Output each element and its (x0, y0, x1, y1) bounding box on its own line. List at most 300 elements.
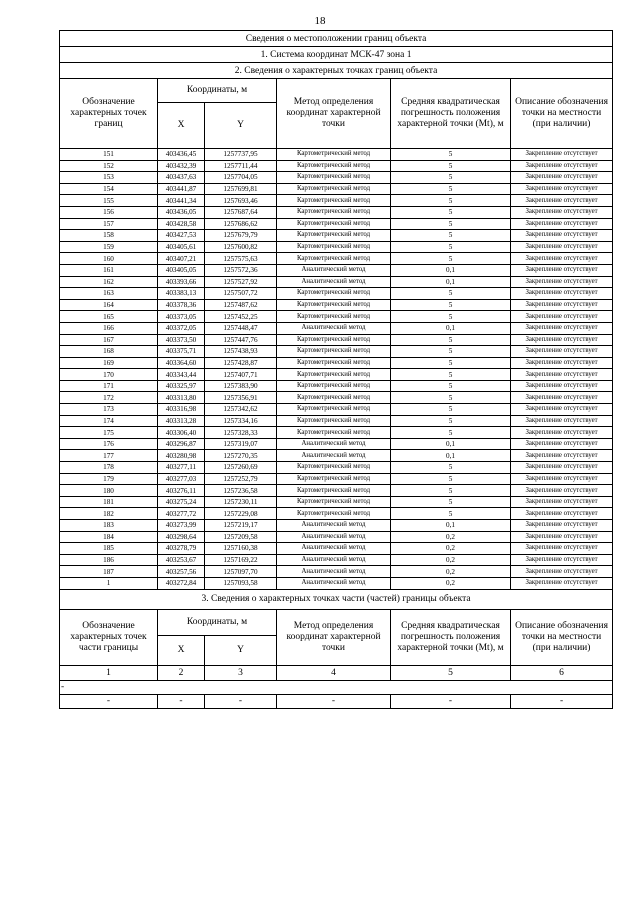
cell-description: Закрепление отсутствует (511, 392, 613, 404)
table-row (60, 299, 613, 311)
table-row (60, 577, 613, 589)
table-row (60, 554, 613, 566)
cell-point-number: 173 (60, 404, 158, 416)
cell-coord-x: 403343,44 (158, 369, 205, 381)
cell-description: Закрепление отсутствует (511, 415, 613, 427)
table-row (60, 264, 613, 276)
cell-coord-y: 1257527,92 (205, 276, 277, 288)
cell-coord-y: 1257704,05 (205, 172, 277, 184)
table-row (60, 357, 613, 369)
cell-error: 0,2 (391, 543, 511, 555)
cell-description: Закрепление отсутствует (511, 230, 613, 242)
table-row (60, 322, 613, 334)
cell-coord-y: 1257679,79 (205, 230, 277, 242)
cell-error: 5 (391, 485, 511, 497)
cell-coord-y: 1257600,82 (205, 241, 277, 253)
cell-coord-x: 403296,87 (158, 438, 205, 450)
cell-error: 0,1 (391, 520, 511, 532)
cell-coord-y: 1257252,79 (205, 473, 277, 485)
cell-error: 5 (391, 496, 511, 508)
cell-description: Закрепление отсутствует (511, 485, 613, 497)
cell-error: 0,1 (391, 322, 511, 334)
cell-coord-y: 1257699,81 (205, 183, 277, 195)
cell-error: 5 (391, 149, 511, 161)
cell-point-number: 153 (60, 172, 158, 184)
cell-point-number: 155 (60, 195, 158, 207)
cell-method: Аналитический метод (277, 520, 391, 532)
cell-point-number: 151 (60, 149, 158, 161)
cell-coord-x: 403436,45 (158, 149, 205, 161)
cell-coord-y: 1257687,64 (205, 206, 277, 218)
cell-coord-x: 403275,24 (158, 496, 205, 508)
cell-point-number: 154 (60, 183, 158, 195)
cell-method: Картометрический метод (277, 183, 391, 195)
table-row (60, 520, 613, 532)
cell-point-number: 167 (60, 334, 158, 346)
cell-method: Картометрический метод (277, 160, 391, 172)
column-number: 6 (511, 665, 613, 680)
column-number: 4 (277, 665, 391, 680)
dash-line: - (60, 680, 613, 694)
cell-description: Закрепление отсутствует (511, 206, 613, 218)
cell-coord-y: 1257407,71 (205, 369, 277, 381)
section-3-title: 3. Сведения о характерных точках части (частей) границы объекта (60, 589, 613, 609)
cell-coord-y: 1257507,72 (205, 288, 277, 300)
cell-description: Закрепление отсутствует (511, 288, 613, 300)
cell-coord-x: 403427,53 (158, 230, 205, 242)
cell-description: Закрепление отсутствует (511, 299, 613, 311)
cell-coord-y: 1257575,63 (205, 253, 277, 265)
cell-description: Закрепление отсутствует (511, 508, 613, 520)
table-row (60, 473, 613, 485)
cell-coord-y: 1257356,91 (205, 392, 277, 404)
cell-coord-x: 403278,79 (158, 543, 205, 555)
header3-x: X (158, 635, 205, 665)
dash-cell: - (60, 694, 158, 708)
table-row (60, 531, 613, 543)
table-row (60, 230, 613, 242)
cell-coord-y: 1257260,69 (205, 462, 277, 474)
cell-method: Картометрический метод (277, 230, 391, 242)
table-row (60, 218, 613, 230)
cell-point-number: 177 (60, 450, 158, 462)
table-row (60, 288, 613, 300)
cell-error: 5 (391, 508, 511, 520)
cell-error: 0,2 (391, 554, 511, 566)
table-row (60, 160, 613, 172)
cell-point-number: 1 (60, 577, 158, 589)
cell-error: 5 (391, 427, 511, 439)
cell-description: Закрепление отсутствует (511, 357, 613, 369)
cell-description: Закрепление отсутствует (511, 195, 613, 207)
header3-description: Описание обозначения точки на местности (при наличии) (511, 609, 613, 665)
table-row (60, 496, 613, 508)
cell-point-number: 178 (60, 462, 158, 474)
cell-error: 0,1 (391, 276, 511, 288)
cell-point-number: 185 (60, 543, 158, 555)
cell-error: 5 (391, 404, 511, 416)
cell-coord-y: 1257342,62 (205, 404, 277, 416)
cell-coord-x: 403306,40 (158, 427, 205, 439)
dash-row (60, 694, 613, 708)
cell-point-number: 175 (60, 427, 158, 439)
cell-description: Закрепление отсутствует (511, 311, 613, 323)
cell-coord-y: 1257693,46 (205, 195, 277, 207)
cell-method: Картометрический метод (277, 334, 391, 346)
header-error: Средняя квадратическая погрешность положения характерной точки (Mt), м (391, 79, 511, 149)
data-rows (60, 149, 613, 590)
cell-error: 5 (391, 253, 511, 265)
cell-error: 5 (391, 230, 511, 242)
cell-method: Картометрический метод (277, 206, 391, 218)
table-row (60, 172, 613, 184)
cell-coord-x: 403364,60 (158, 357, 205, 369)
cell-coord-x: 403405,61 (158, 241, 205, 253)
cell-coord-x: 403277,11 (158, 462, 205, 474)
cell-coord-x: 403437,63 (158, 172, 205, 184)
cell-method: Картометрический метод (277, 427, 391, 439)
cell-point-number: 172 (60, 392, 158, 404)
cell-coord-y: 1257328,33 (205, 427, 277, 439)
cell-coord-y: 1257383,90 (205, 380, 277, 392)
cell-point-number: 160 (60, 253, 158, 265)
cell-coord-y: 1257236,58 (205, 485, 277, 497)
cell-description: Закрепление отсутствует (511, 566, 613, 578)
cell-description: Закрепление отсутствует (511, 450, 613, 462)
cell-method: Картометрический метод (277, 473, 391, 485)
section-2-title: 2. Сведения о характерных точках границ объекта (60, 63, 613, 79)
cell-error: 5 (391, 299, 511, 311)
cell-coord-x: 403253,67 (158, 554, 205, 566)
dash-cell: - (158, 694, 205, 708)
table-row (60, 241, 613, 253)
cell-point-number: 176 (60, 438, 158, 450)
table-row (60, 543, 613, 555)
cell-description: Закрепление отсутствует (511, 183, 613, 195)
cell-error: 5 (391, 288, 511, 300)
cell-point-number: 180 (60, 485, 158, 497)
cell-method: Картометрический метод (277, 485, 391, 497)
boundary-table (59, 30, 613, 709)
cell-coord-x: 403393,66 (158, 276, 205, 288)
table-row (60, 369, 613, 381)
cell-method: Картометрический метод (277, 241, 391, 253)
table-row (60, 276, 613, 288)
cell-method: Картометрический метод (277, 149, 391, 161)
cell-coord-y: 1257448,47 (205, 322, 277, 334)
header-description: Описание обозначения точки на местности (при наличии) (511, 79, 613, 149)
cell-point-number: 156 (60, 206, 158, 218)
dash-cell: - (511, 694, 613, 708)
header-x: X (158, 103, 205, 149)
cell-point-number: 183 (60, 520, 158, 532)
cell-method: Аналитический метод (277, 264, 391, 276)
cell-description: Закрепление отсутствует (511, 462, 613, 474)
cell-description: Закрепление отсутствует (511, 264, 613, 276)
table-row (60, 427, 613, 439)
cell-coord-y: 1257428,87 (205, 357, 277, 369)
cell-method: Картометрический метод (277, 508, 391, 520)
cell-description: Закрепление отсутствует (511, 543, 613, 555)
cell-description: Закрепление отсутствует (511, 322, 613, 334)
cell-coord-x: 403383,13 (158, 288, 205, 300)
cell-error: 5 (391, 183, 511, 195)
table-row (60, 438, 613, 450)
cell-coord-y: 1257097,70 (205, 566, 277, 578)
cell-coord-x: 403441,87 (158, 183, 205, 195)
cell-point-number: 166 (60, 322, 158, 334)
cell-coord-y: 1257169,22 (205, 554, 277, 566)
cell-method: Картометрический метод (277, 253, 391, 265)
cell-coord-y: 1257438,93 (205, 346, 277, 358)
cell-error: 5 (391, 241, 511, 253)
cell-point-number: 174 (60, 415, 158, 427)
cell-method: Картометрический метод (277, 462, 391, 474)
table-row (60, 566, 613, 578)
cell-coord-x: 403276,11 (158, 485, 205, 497)
cell-method: Картометрический метод (277, 392, 391, 404)
header3-coords: Координаты, м (158, 609, 277, 635)
cell-description: Закрепление отсутствует (511, 380, 613, 392)
header3-designation: Обозначение характерных точек части границы (60, 609, 158, 665)
cell-point-number: 164 (60, 299, 158, 311)
header-designation: Обозначение характерных точек границ (60, 79, 158, 149)
cell-method: Картометрический метод (277, 380, 391, 392)
table-title: Сведения о местоположении границ объекта (60, 31, 613, 47)
cell-error: 5 (391, 218, 511, 230)
cell-method: Картометрический метод (277, 172, 391, 184)
cell-point-number: 168 (60, 346, 158, 358)
cell-description: Закрепление отсутствует (511, 149, 613, 161)
cell-method: Картометрический метод (277, 299, 391, 311)
cell-coord-x: 403405,05 (158, 264, 205, 276)
cell-coord-y: 1257447,76 (205, 334, 277, 346)
cell-description: Закрепление отсутствует (511, 346, 613, 358)
cell-coord-x: 403373,50 (158, 334, 205, 346)
table-row (60, 392, 613, 404)
cell-error: 0,2 (391, 566, 511, 578)
cell-coord-x: 403316,98 (158, 404, 205, 416)
cell-method: Картометрический метод (277, 195, 391, 207)
cell-coord-y: 1257219,17 (205, 520, 277, 532)
cell-error: 0,1 (391, 438, 511, 450)
cell-coord-y: 1257270,35 (205, 450, 277, 462)
table-row (60, 183, 613, 195)
cell-method: Аналитический метод (277, 577, 391, 589)
cell-coord-x: 403277,72 (158, 508, 205, 520)
cell-method: Картометрический метод (277, 415, 391, 427)
table-row (60, 195, 613, 207)
table-row (60, 508, 613, 520)
cell-coord-y: 1257452,25 (205, 311, 277, 323)
dash-cell: - (277, 694, 391, 708)
cell-description: Закрепление отсутствует (511, 253, 613, 265)
header3-error: Средняя квадратическая погрешность положения характерной точки (Mt), м (391, 609, 511, 665)
cell-coord-y: 1257737,95 (205, 149, 277, 161)
cell-method: Картометрический метод (277, 311, 391, 323)
cell-error: 5 (391, 206, 511, 218)
cell-error: 5 (391, 392, 511, 404)
column-number: 1 (60, 665, 158, 680)
cell-method: Картометрический метод (277, 346, 391, 358)
cell-description: Закрепление отсутствует (511, 404, 613, 416)
cell-point-number: 157 (60, 218, 158, 230)
header-method: Метод определения координат характерной точки (277, 79, 391, 149)
cell-point-number: 162 (60, 276, 158, 288)
table-row (60, 485, 613, 497)
cell-coord-y: 1257711,44 (205, 160, 277, 172)
cell-description: Закрепление отсутствует (511, 172, 613, 184)
table-row (60, 380, 613, 392)
cell-error: 0,1 (391, 450, 511, 462)
cell-point-number: 165 (60, 311, 158, 323)
cell-method: Картометрический метод (277, 369, 391, 381)
cell-description: Закрепление отсутствует (511, 276, 613, 288)
cell-description: Закрепление отсутствует (511, 577, 613, 589)
cell-point-number: 158 (60, 230, 158, 242)
cell-method: Аналитический метод (277, 438, 391, 450)
table-row (60, 404, 613, 416)
cell-description: Закрепление отсутствует (511, 438, 613, 450)
header-coords: Координаты, м (158, 79, 277, 103)
table-row (60, 149, 613, 161)
header3-y: Y (205, 635, 277, 665)
cell-error: 0,2 (391, 577, 511, 589)
cell-method: Аналитический метод (277, 276, 391, 288)
cell-description: Закрепление отсутствует (511, 520, 613, 532)
cell-description: Закрепление отсутствует (511, 218, 613, 230)
cell-error: 5 (391, 311, 511, 323)
cell-description: Закрепление отсутствует (511, 241, 613, 253)
cell-error: 5 (391, 334, 511, 346)
cell-method: Картометрический метод (277, 218, 391, 230)
cell-description: Закрепление отсутствует (511, 531, 613, 543)
cell-point-number: 159 (60, 241, 158, 253)
cell-error: 5 (391, 357, 511, 369)
cell-error: 5 (391, 195, 511, 207)
cell-point-number: 169 (60, 357, 158, 369)
table-row (60, 346, 613, 358)
column-numbers-row (60, 665, 613, 680)
cell-coord-y: 1257686,62 (205, 218, 277, 230)
cell-description: Закрепление отсутствует (511, 427, 613, 439)
table-row (60, 206, 613, 218)
cell-coord-x: 403298,64 (158, 531, 205, 543)
cell-coord-y: 1257093,58 (205, 577, 277, 589)
cell-method: Аналитический метод (277, 450, 391, 462)
cell-coord-x: 403378,36 (158, 299, 205, 311)
cell-point-number: 163 (60, 288, 158, 300)
cell-error: 5 (391, 369, 511, 381)
cell-error: 5 (391, 346, 511, 358)
cell-coord-x: 403313,80 (158, 392, 205, 404)
cell-method: Картометрический метод (277, 496, 391, 508)
dash-cell: - (391, 694, 511, 708)
table-row (60, 462, 613, 474)
cell-error: 5 (391, 380, 511, 392)
cell-coord-x: 403428,58 (158, 218, 205, 230)
cell-coord-y: 1257572,36 (205, 264, 277, 276)
cell-method: Аналитический метод (277, 322, 391, 334)
cell-method: Аналитический метод (277, 531, 391, 543)
cell-coord-x: 403280,98 (158, 450, 205, 462)
column-number: 2 (158, 665, 205, 680)
dash-cell: - (205, 694, 277, 708)
column-number: 5 (391, 665, 511, 680)
cell-coord-x: 403273,99 (158, 520, 205, 532)
cell-description: Закрепление отсутствует (511, 473, 613, 485)
cell-coord-y: 1257487,62 (205, 299, 277, 311)
cell-method: Картометрический метод (277, 288, 391, 300)
cell-point-number: 152 (60, 160, 158, 172)
cell-method: Картометрический метод (277, 357, 391, 369)
table-row (60, 415, 613, 427)
cell-coord-x: 403407,21 (158, 253, 205, 265)
cell-coord-y: 1257160,38 (205, 543, 277, 555)
cell-point-number: 179 (60, 473, 158, 485)
cell-coord-y: 1257319,07 (205, 438, 277, 450)
cell-coord-x: 403436,05 (158, 206, 205, 218)
cell-error: 5 (391, 415, 511, 427)
cell-method: Аналитический метод (277, 566, 391, 578)
cell-coord-y: 1257229,08 (205, 508, 277, 520)
table-row (60, 450, 613, 462)
cell-point-number: 182 (60, 508, 158, 520)
cell-coord-x: 403432,39 (158, 160, 205, 172)
cell-coord-y: 1257334,16 (205, 415, 277, 427)
cell-point-number: 161 (60, 264, 158, 276)
page-number: 18 (314, 15, 326, 27)
cell-description: Закрепление отсутствует (511, 554, 613, 566)
cell-method: Аналитический метод (277, 554, 391, 566)
header-y: Y (205, 103, 277, 149)
cell-description: Закрепление отсутствует (511, 334, 613, 346)
cell-error: 0,1 (391, 264, 511, 276)
cell-point-number: 181 (60, 496, 158, 508)
cell-coord-x: 403325,97 (158, 380, 205, 392)
table-row (60, 334, 613, 346)
cell-point-number: 186 (60, 554, 158, 566)
cell-point-number: 171 (60, 380, 158, 392)
cell-coord-x: 403372,05 (158, 322, 205, 334)
header3-method: Метод определения координат характерной точки (277, 609, 391, 665)
cell-coord-y: 1257209,58 (205, 531, 277, 543)
cell-method: Аналитический метод (277, 543, 391, 555)
cell-point-number: 184 (60, 531, 158, 543)
cell-coord-x: 403277,03 (158, 473, 205, 485)
cell-point-number: 187 (60, 566, 158, 578)
cell-error: 0,2 (391, 531, 511, 543)
cell-coord-x: 403272,84 (158, 577, 205, 589)
cell-coord-x: 403441,34 (158, 195, 205, 207)
cell-error: 5 (391, 160, 511, 172)
cell-coord-x: 403375,71 (158, 346, 205, 358)
cell-description: Закрепление отсутствует (511, 496, 613, 508)
cell-coord-x: 403373,05 (158, 311, 205, 323)
cell-coord-x: 403313,28 (158, 415, 205, 427)
cell-point-number: 170 (60, 369, 158, 381)
cell-method: Картометрический метод (277, 404, 391, 416)
column-number: 3 (205, 665, 277, 680)
cell-error: 5 (391, 473, 511, 485)
cell-error: 5 (391, 462, 511, 474)
cell-description: Закрепление отсутствует (511, 160, 613, 172)
cell-error: 5 (391, 172, 511, 184)
table-row (60, 311, 613, 323)
cell-description: Закрепление отсутствует (511, 369, 613, 381)
cell-coord-y: 1257230,11 (205, 496, 277, 508)
coordinate-system: 1. Система координат МСК-47 зона 1 (60, 47, 613, 63)
